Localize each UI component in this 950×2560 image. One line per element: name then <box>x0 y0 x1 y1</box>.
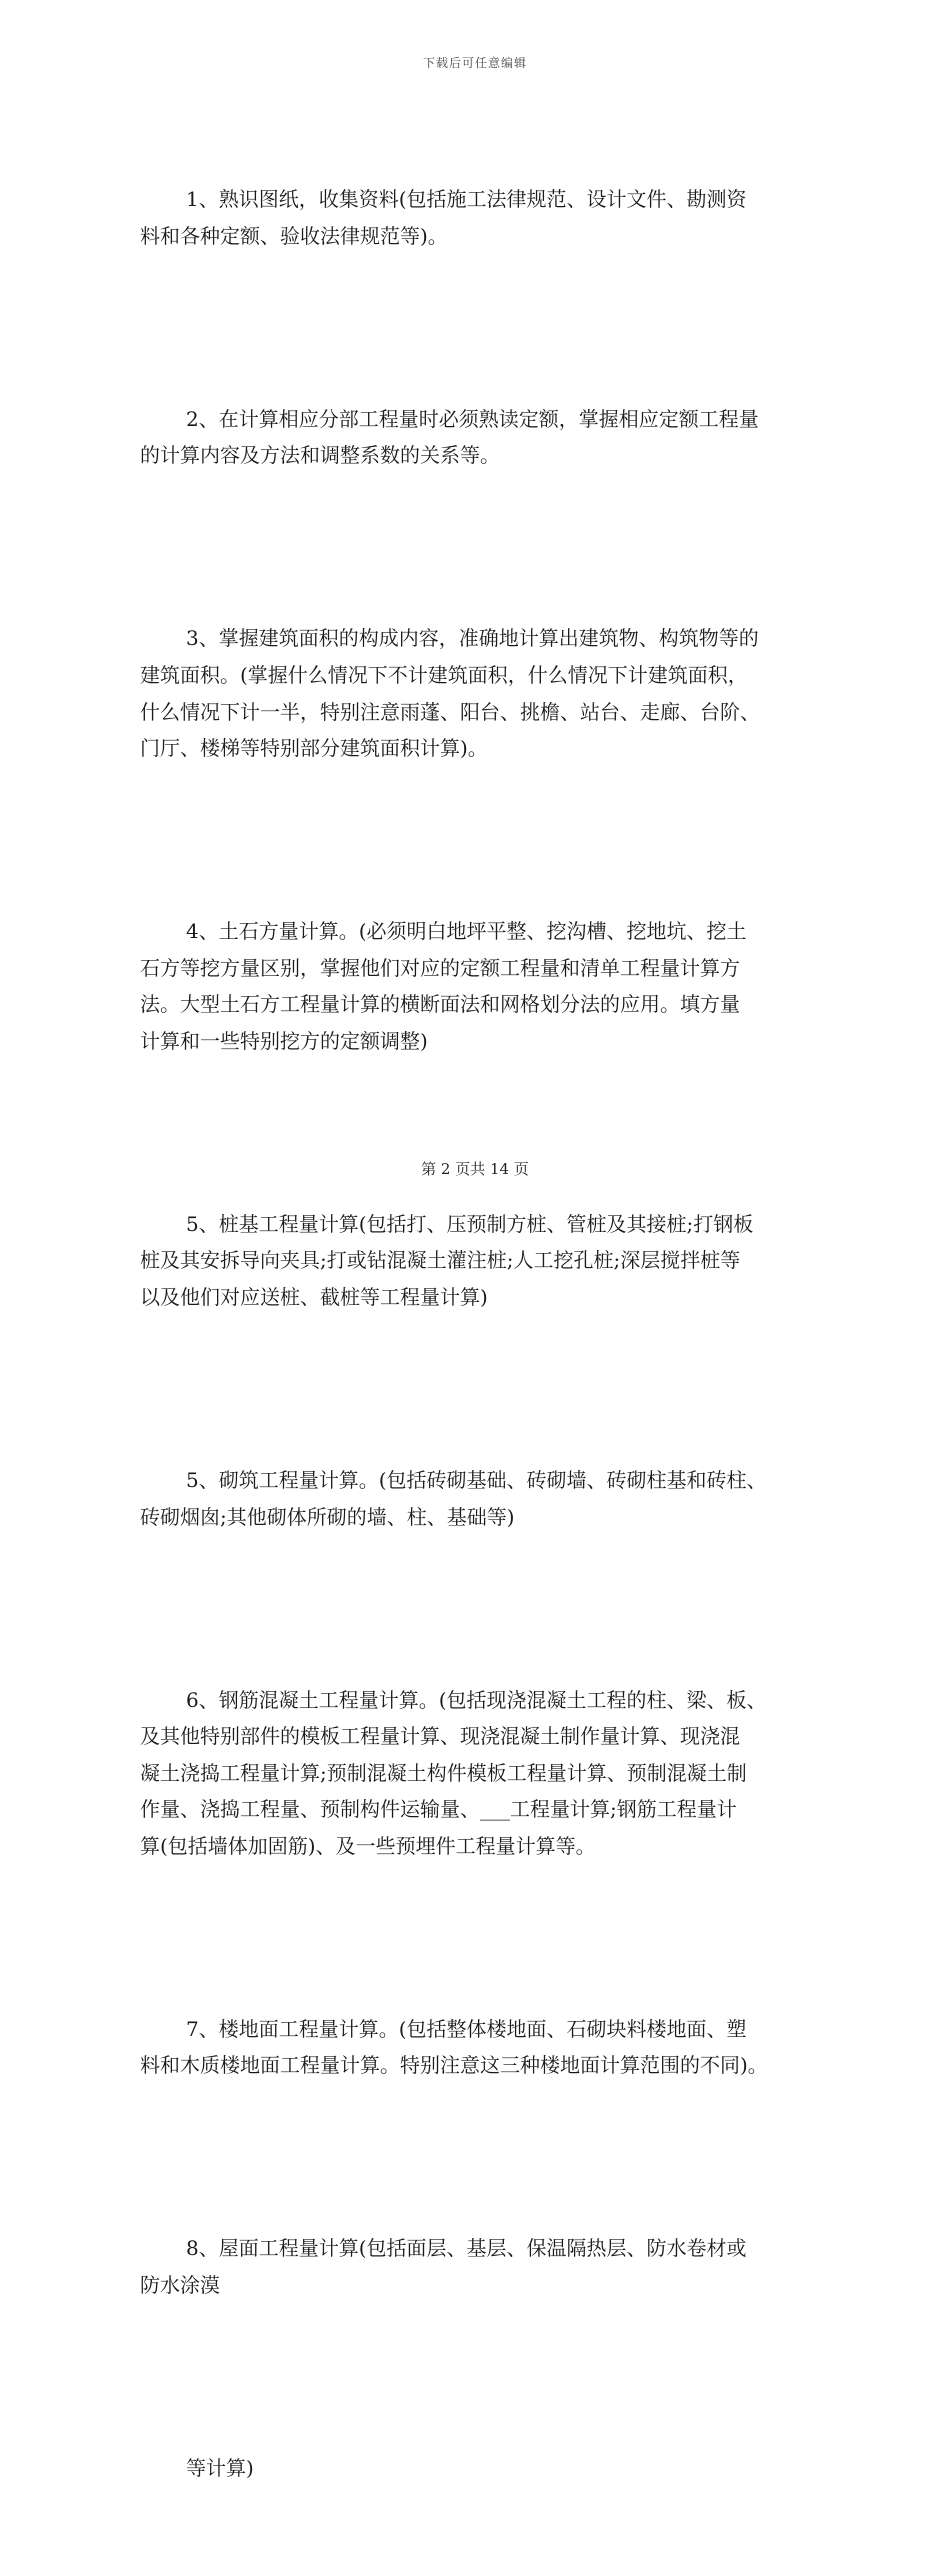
text-line: 砖砌烟囱;其他砌体所砌的墙、柱、基础等) <box>140 1504 515 1529</box>
text-line: 及其他特别部件的模板工程量计算、现浇混凝土制作量计算、现浇混 <box>140 1724 740 1749</box>
trailing-line <box>140 2377 820 2560</box>
text-line: 等计算) <box>186 2456 254 2480</box>
text-line: 什么情况下计一半，特别注意雨蓬、阳台、挑檐、站台、走廊、台阶、 <box>140 699 760 724</box>
text-line: 的计算内容及方法和调整系数的关系等。 <box>140 443 500 468</box>
text-line: 作量、浇捣工程量、预制构件运输量、___工程量计算;钢筋工程量计 <box>140 1797 737 1822</box>
text-line: 料和木质楼地面工程量计算。特别注意这三种楼地面计算范围的不同)。 <box>140 2053 768 2078</box>
text-line: 6、钢筋混凝土工程量计算。(包括现浇混凝土工程的柱、梁、板、 <box>186 1687 767 1712</box>
text-line: 料和各种定额、验收法律规范等)。 <box>140 223 448 248</box>
text-line: 法。大型土石方工程量计算的横断面法和网格划分法的应用。填方量 <box>140 992 740 1017</box>
text-line: 3、掌握建筑面积的构成内容，准确地计算出建筑物、构筑物等的 <box>186 626 759 651</box>
paragraph-2 <box>140 328 820 548</box>
paragraph-9 <box>140 2157 820 2377</box>
text-line: 1、熟识图纸，收集资料(包括施工法律规范、设计文件、勘测资 <box>186 187 747 212</box>
text-line: 凝土浇捣工程量计算;预制混凝土构件模板工程量计算、预制混凝土制 <box>140 1760 747 1785</box>
page-header: 下载后可任意编辑 <box>422 56 527 70</box>
text-line: 石方等挖方量区别，掌握他们对应的定额工程量和清单工程量计算方 <box>140 955 740 980</box>
text-line: 8、屋面工程量计算(包括面层、基层、保温隔热层、防水卷材或 <box>186 2236 747 2261</box>
text-line: 5、砌筑工程量计算。(包括砖砌基础、砖砌墙、砖砌柱基和砖柱、 <box>186 1467 767 1492</box>
text-line: 7、楼地面工程量计算。(包括整体楼地面、石砌块料楼地面、塑 <box>186 2016 747 2041</box>
paragraph-7 <box>140 1608 820 1937</box>
paragraph-8 <box>140 1938 820 2158</box>
text-line: 算(包括墙体加固筋)、及一些预埋件工程量计算等。 <box>140 1833 596 1858</box>
text-line: 计算和一些特别挖方的定额调整) <box>140 1028 428 1053</box>
page-footer: 第 2 页共 14 页 <box>421 1160 529 1178</box>
paragraph-1 <box>140 108 820 328</box>
text-line: 4、土石方量计算。(必须明白地坪平整、挖沟槽、挖地坑、挖土 <box>186 919 747 944</box>
text-line: 建筑面积。(掌握什么情况下不计建筑面积，什么情况下计建筑面积， <box>140 662 748 687</box>
text-line: 桩及其安拆导向夹具;打或钻混凝土灌注桩;人工挖孔桩;深层搅拌桩等 <box>140 1248 741 1273</box>
document-body <box>140 108 820 2560</box>
text-line: 防水涂漠 <box>140 2273 220 2298</box>
paragraph-4 <box>140 840 820 1133</box>
paragraph-3 <box>140 547 820 840</box>
text-line: 以及他们对应送桩、截桩等工程量计算) <box>140 1285 488 1309</box>
text-line: 5、桩基工程量计算(包括打、压预制方桩、管桩及其接桩;打钢板 <box>186 1211 754 1236</box>
text-line: 2、在计算相应分部工程量时必须熟读定额，掌握相应定额工程量 <box>186 406 759 431</box>
text-line: 门厅、楼梯等特别部分建筑面积计算)。 <box>140 736 488 761</box>
paragraph-6 <box>140 1389 820 1609</box>
